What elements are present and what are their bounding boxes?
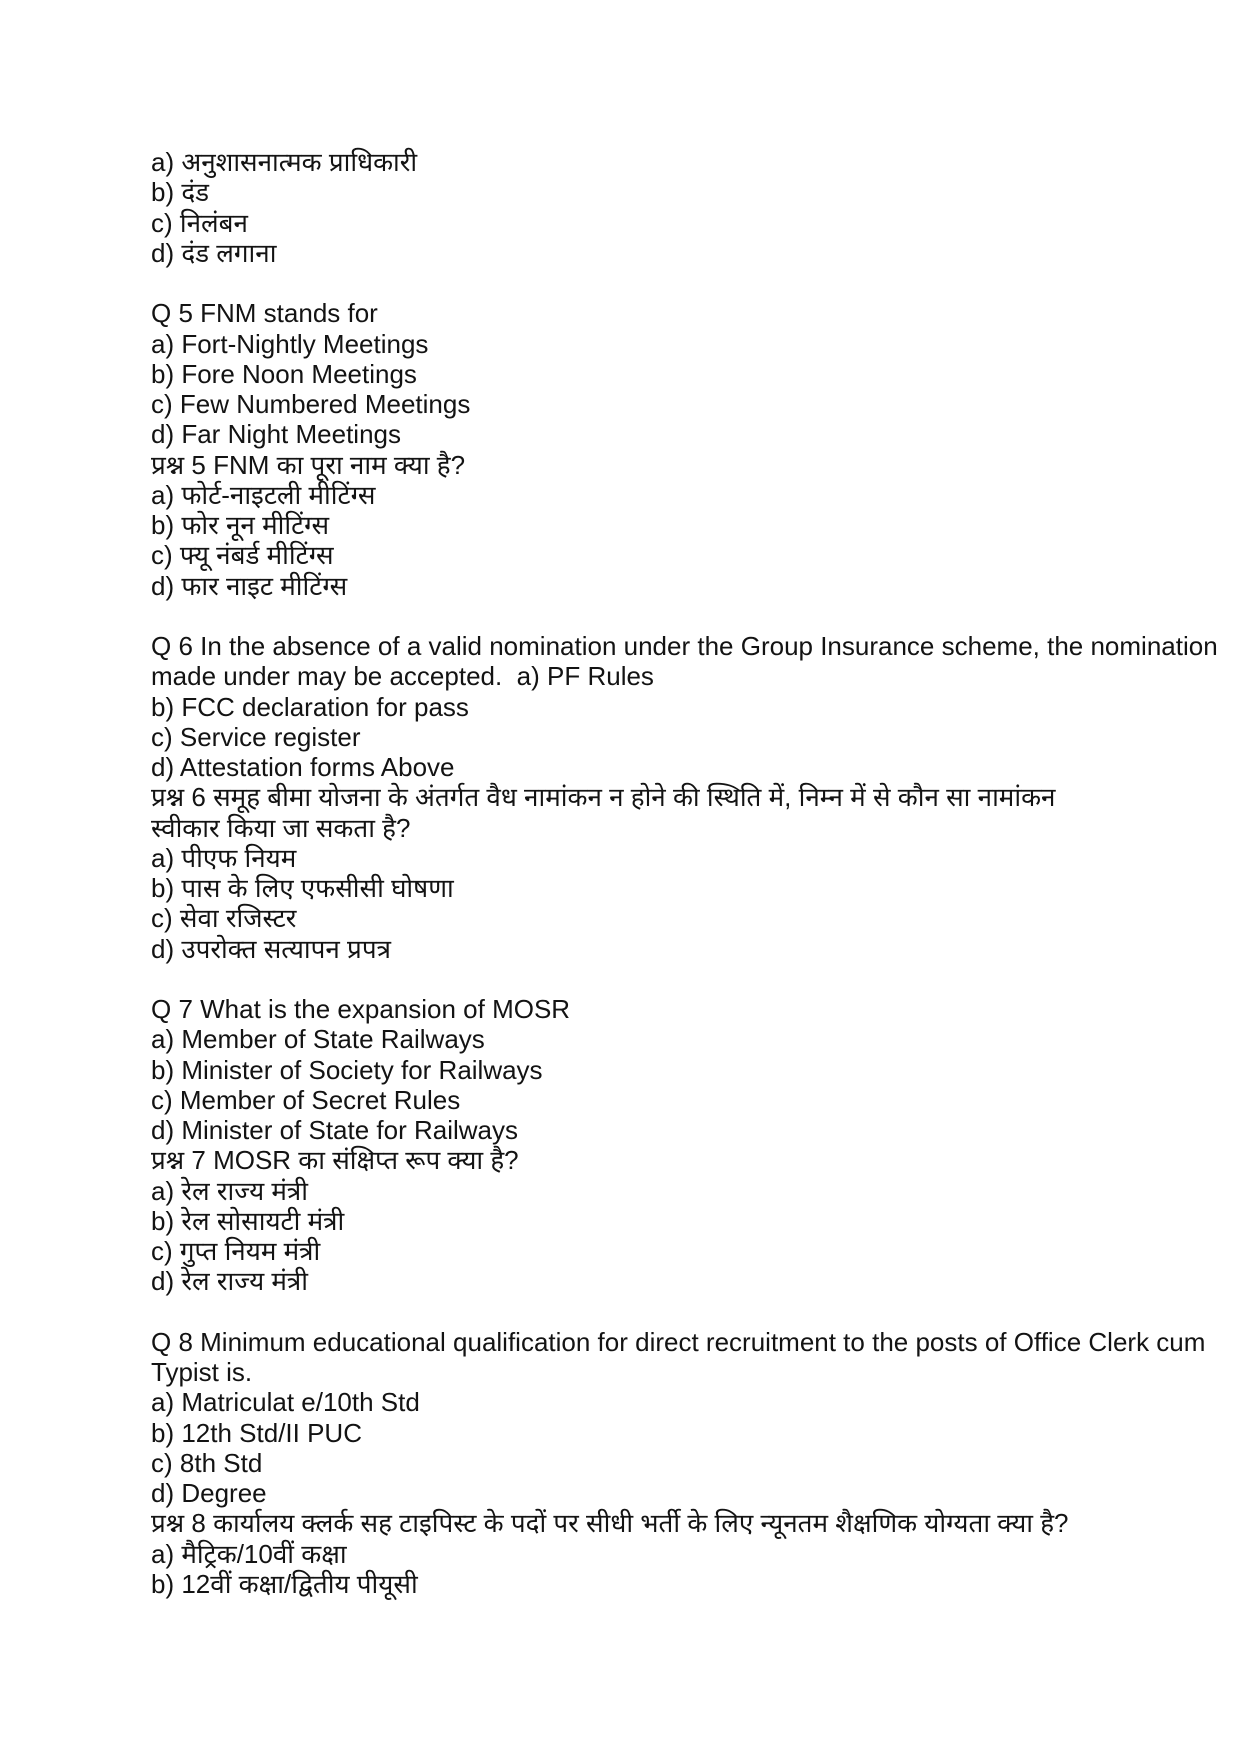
blank-line [151, 268, 1161, 298]
text-line: a) Member of State Railways [151, 1024, 485, 1055]
question-block-q7 [151, 994, 1161, 1297]
text-line: प्रश्न 5 FNM का पूरा नाम क्या है? [151, 449, 466, 480]
text-line: a) अनुशासनात्मक प्राधिकारी [151, 147, 418, 177]
question-block-q4-options-continued [151, 147, 1161, 268]
document-content [151, 147, 1218, 1599]
text-line: b) फोर नून मीटिंग्स [151, 510, 330, 540]
blank-line [151, 1297, 1161, 1327]
blank-line [151, 964, 1161, 994]
text-line: b) Minister of Society for Railways [151, 1054, 543, 1085]
text-line: प्रश्न 8 कार्यालय क्लर्क सह टाइपिस्ट के पदों पर सीधी भर्ती के लिए न्यूनतम शैक्षणिक योग्यता क्या है? [151, 1508, 1069, 1539]
text-line: Q 7 What is the expansion of MOSR [151, 994, 571, 1024]
text-line: d) Attestation forms Above [151, 752, 455, 782]
text-line: c) सेवा रजिस्टर [151, 903, 297, 934]
text-line: b) FCC declaration for pass [151, 691, 469, 722]
text-line: d) Degree [151, 1478, 267, 1508]
text-line: b) पास के लिए एफसीसी घोषणा [151, 873, 454, 903]
text-line: a) फोर्ट-नाइटली मीटिंग्स [151, 479, 376, 510]
text-line: d) दंड लगाना [151, 237, 277, 268]
text-line: b) Fore Noon Meetings [151, 358, 417, 389]
text-line: b) रेल सोसायटी मंत्री [151, 1205, 345, 1236]
text-line: स्वीकार किया जा सकता है? [151, 812, 411, 843]
text-line: c) गुप्त नियम मंत्री [151, 1236, 321, 1266]
question-block-q5 [151, 298, 1161, 601]
text-line: Q 6 In the absence of a valid nomination under the Group Insurance scheme, the nomination [151, 631, 1218, 661]
text-line: d) उपरोक्त सत्यापन प्रपत्र [151, 933, 391, 964]
blank-line [151, 601, 1161, 631]
text-line: d) फार नाइट मीटिंग्स [151, 570, 348, 601]
text-line: c) फ्यू नंबर्ड मीटिंग्स [151, 540, 334, 571]
text-line: a) मैट्रिक/10वीं कक्षा [151, 1538, 347, 1569]
text-line: a) Matriculat e/10th Std [151, 1387, 420, 1418]
text-line: Typist is. [151, 1357, 253, 1387]
question-block-q6 [151, 631, 1218, 964]
text-line: Q 5 FNM stands for [151, 298, 378, 329]
text-line: a) पीएफ नियम [151, 842, 297, 873]
text-line: Q 8 Minimum educational qualification for direct recruitment to the posts of Office Clerk cum [151, 1326, 1206, 1357]
text-line: b) 12th Std/II PUC [151, 1417, 362, 1448]
text-line: प्रश्न 7 MOSR का संक्षिप्त रूप क्या है? [151, 1145, 519, 1176]
text-line: c) Member of Secret Rules [151, 1084, 461, 1115]
text-line: c) निलंबन [151, 207, 248, 238]
text-line: b) दंड [151, 177, 210, 208]
text-line: made under may be accepted. a) PF Rules [151, 661, 654, 692]
text-line: प्रश्न 6 समूह बीमा योजना के अंतर्गत वैध नामांकन न होने की स्थिति में, निम्न में से कौन सा नामांकन [151, 782, 1056, 813]
text-line: a) Fort-Nightly Meetings [151, 328, 429, 359]
text-line: c) Few Numbered Meetings [151, 389, 471, 419]
text-line: c) 8th Std [151, 1447, 263, 1478]
text-line: d) Far Night Meetings [151, 419, 401, 450]
text-line: d) रेल राज्य मंत्री [151, 1266, 309, 1297]
question-block-q8 [151, 1326, 1206, 1599]
text-line: c) Service register [151, 721, 361, 752]
text-line: d) Minister of State for Railways [151, 1115, 519, 1145]
text-line: a) रेल राज्य मंत्री [151, 1175, 309, 1206]
text-line: b) 12वीं कक्षा/द्वितीय पीयूसी [151, 1568, 418, 1599]
